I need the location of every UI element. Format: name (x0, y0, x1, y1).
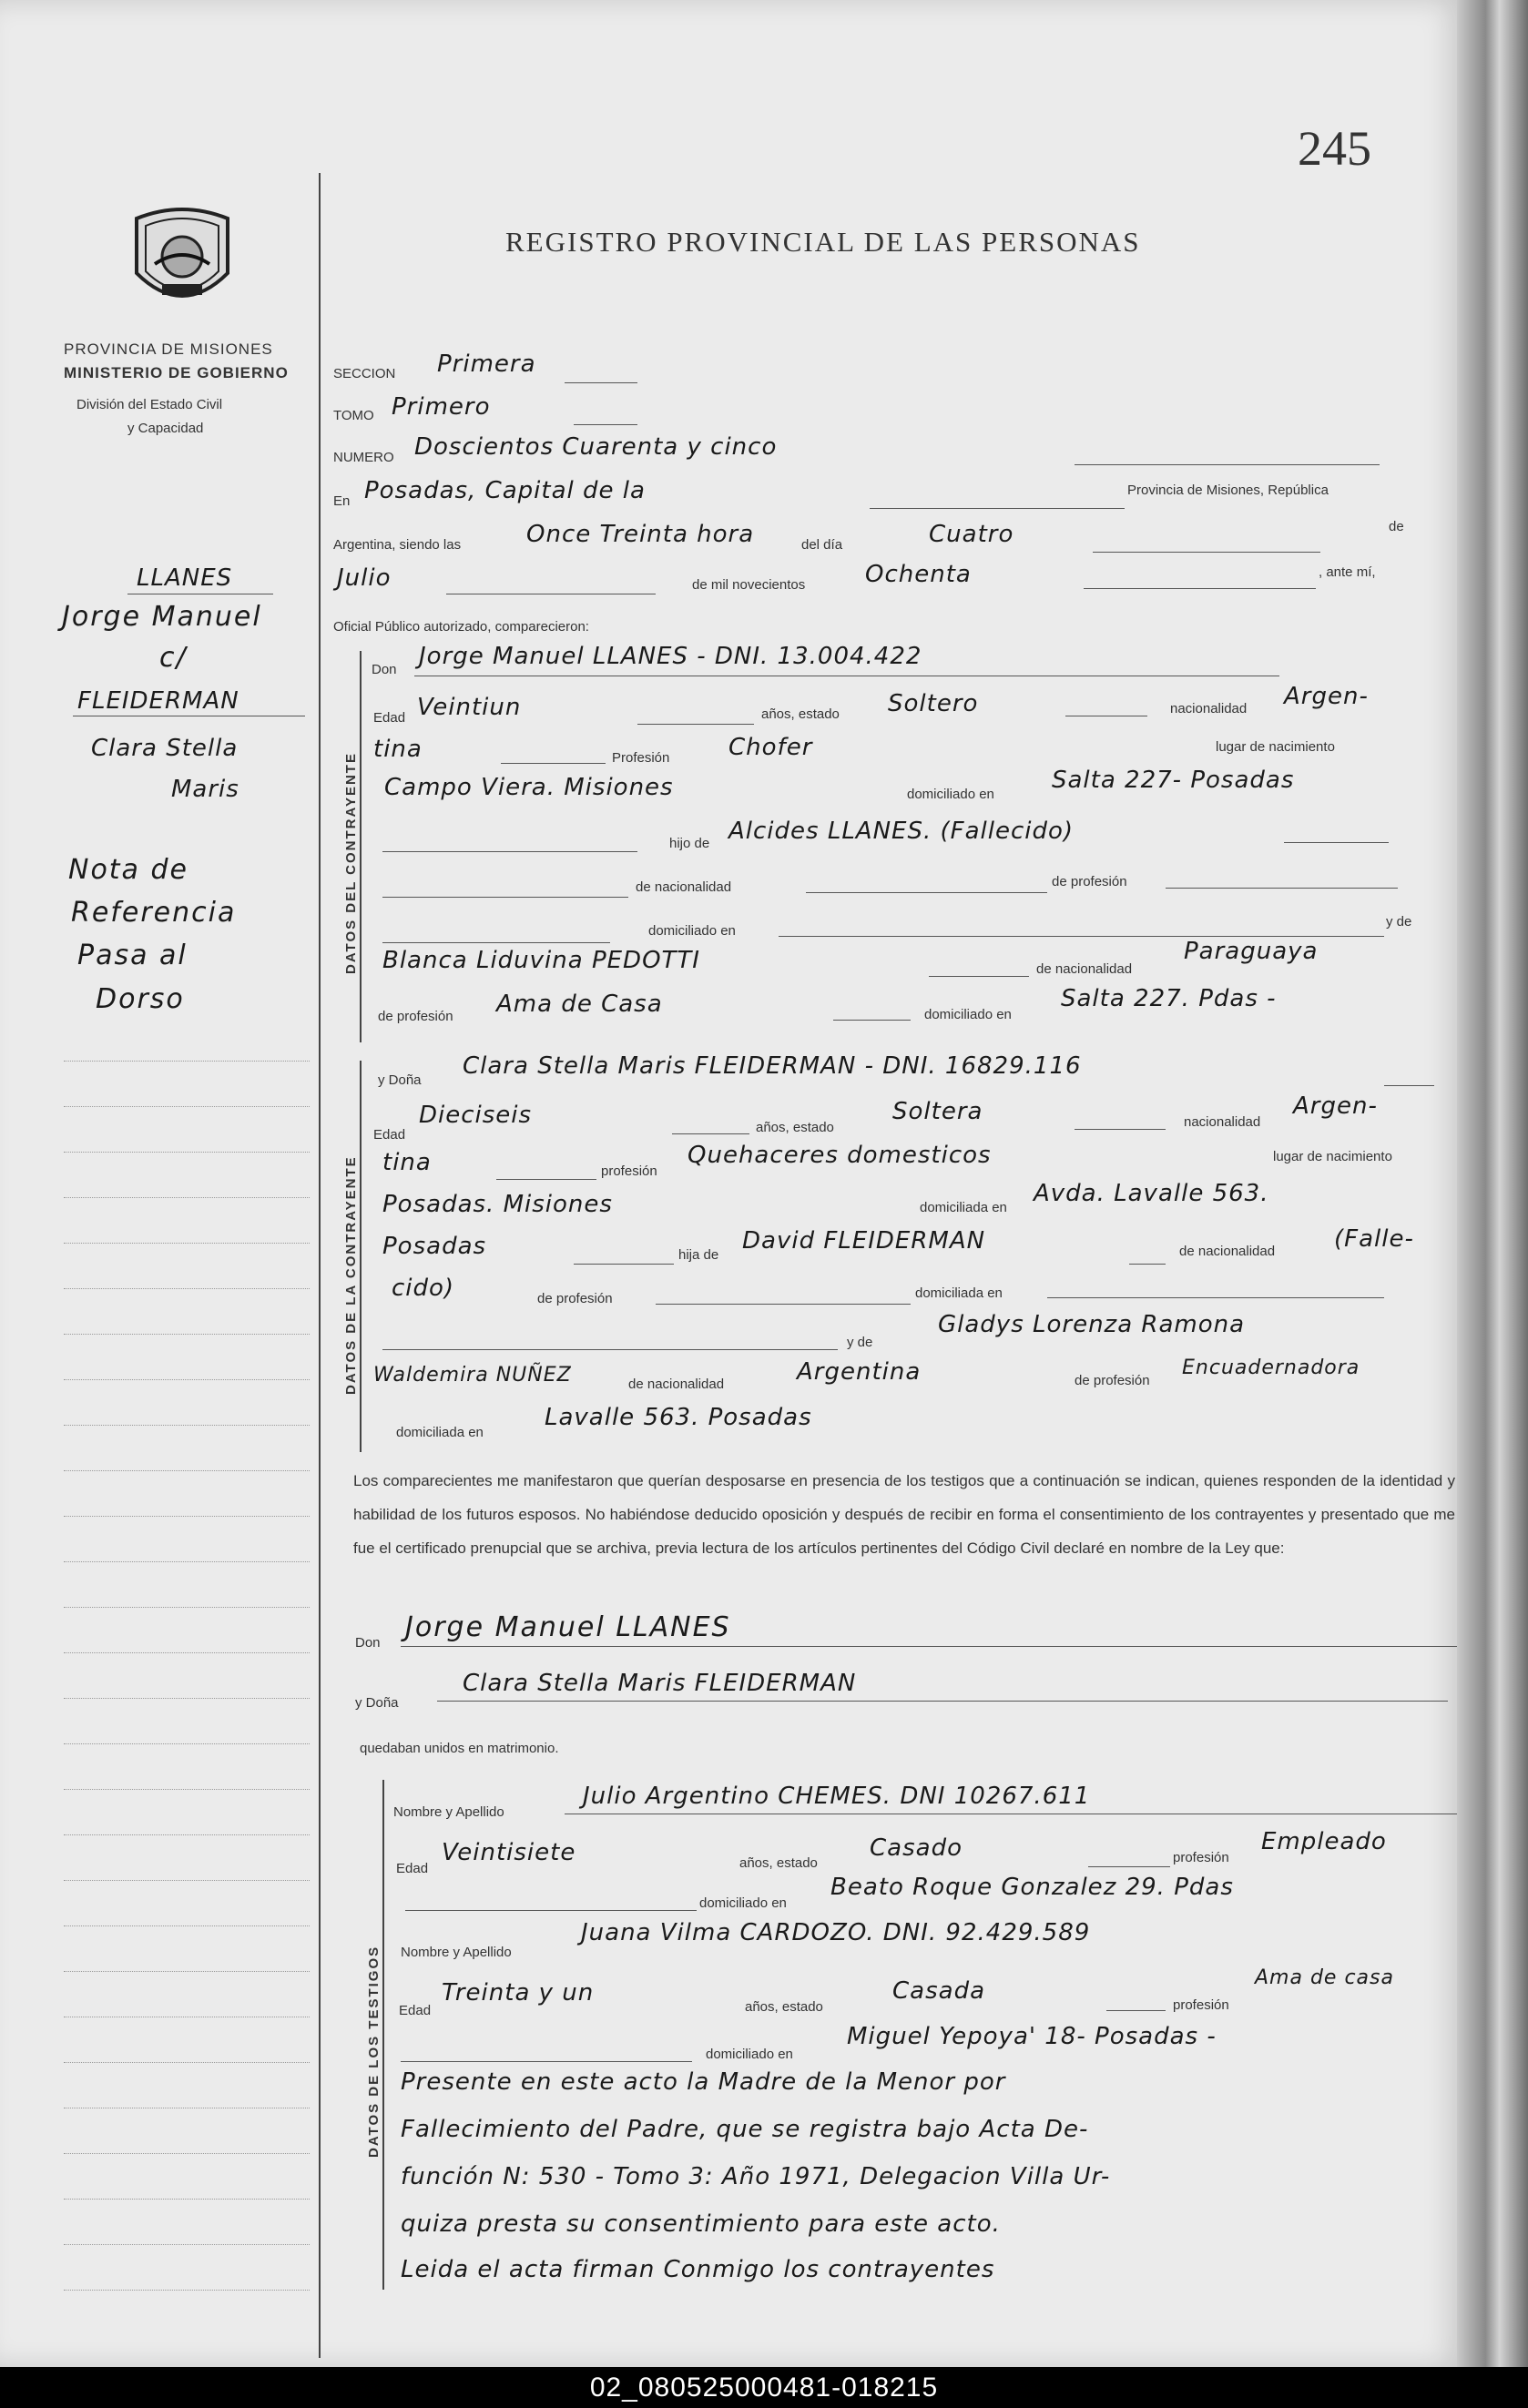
provincial-seal-icon (127, 200, 237, 319)
observation-line-4: quiza presta su consentimiento para este acto. (401, 2210, 1001, 2238)
label-y-de-1: y de (1386, 914, 1412, 930)
org-line-4: y Capacidad (127, 421, 204, 436)
field-dona-padre-nac: (Falle- (1334, 1225, 1414, 1253)
label-edad-2: Edad (373, 1127, 406, 1143)
field-decl-dona: Clara Stella Maris FLEIDERMAN (463, 1670, 857, 1697)
field-don-nac-2: tina (373, 736, 423, 763)
field-dona-madre: Gladys Lorenza Ramona (938, 1311, 1246, 1338)
field-t1-edad: Veintisiete (442, 1839, 576, 1866)
field-don-madre: Blanca Liduvina PEDOTTI (382, 947, 700, 974)
label-de-nac-1: de nacionalidad (636, 879, 732, 895)
field-dona-nac: Argen- (1293, 1092, 1378, 1120)
label-profesion-2: profesión (601, 1163, 657, 1179)
scan-id: 02_080525000481-018215 (0, 2367, 1528, 2408)
margin-conj: c/ (159, 642, 188, 674)
label-provincia: Provincia de Misiones, República (1127, 483, 1329, 498)
label-del-dia: del día (801, 537, 843, 553)
margin-note-1: Nota de (68, 854, 188, 886)
label-de-nac-3: de nacionalidad (1179, 1244, 1276, 1259)
label-domiciliado-2: domiciliado en (648, 923, 736, 939)
side-label-testigos: DATOS DE LOS TESTIGOS (366, 1945, 382, 2158)
field-t1-nombre: Julio Argentino CHEMES. DNI 10267.611 (583, 1783, 1091, 1810)
field-t1-estado: Casado (870, 1834, 963, 1862)
field-dona: Clara Stella Maris FLEIDERMAN - DNI. 16829.116 (463, 1052, 1082, 1080)
label-argentina-siendo: Argentina, siendo las (333, 537, 462, 553)
label-ante-mi: , ante mí, (1319, 564, 1376, 580)
label-de-prof-2: de profesión (378, 1009, 453, 1024)
label-de-prof-3: de profesión (537, 1291, 613, 1306)
label-domiciliada-3: domiciliada en (396, 1425, 484, 1440)
field-anio: Ochenta (865, 561, 972, 588)
label-profesion-1: Profesión (612, 750, 670, 766)
field-dona-estado: Soltera (892, 1098, 983, 1125)
label-nacionalidad-1: nacionalidad (1170, 701, 1248, 716)
label-quedaban: quedaban unidos en matrimonio. (360, 1741, 559, 1756)
label-numero: NUMERO (333, 450, 394, 465)
label-y-dona: y Doña (378, 1072, 422, 1088)
label-de-1: de (1389, 519, 1404, 534)
field-don-madre-prof: Ama de Casa (496, 991, 663, 1018)
contrayenta-bracket (360, 1061, 362, 1452)
label-nacionalidad-2: nacionalidad (1184, 1114, 1261, 1130)
label-t1-estado: años, estado (739, 1855, 818, 1871)
label-y-de-2: y de (847, 1335, 873, 1350)
field-don-madre-dom: Salta 227. Pdas - (1061, 985, 1277, 1012)
observation-line-5: Leida el acta firman Conmigo los contrayentes (401, 2256, 995, 2283)
page-number: 245 (1298, 121, 1371, 176)
label-de-prof-1: de profesión (1052, 874, 1127, 889)
label-t1-edad: Edad (396, 1861, 429, 1876)
field-hora: Once Treinta hora (526, 521, 755, 548)
margin-surname: LLANES (137, 564, 233, 592)
field-dona-dom: Avda. Lavalle 563. (1034, 1180, 1269, 1207)
label-seccion: SECCION (333, 366, 396, 381)
testigos-bracket (382, 1780, 384, 2290)
margin-name: Jorge Manuel (62, 601, 262, 633)
field-don-estado: Soltero (888, 690, 979, 717)
label-oficial: Oficial Público autorizado, comparecieron: (333, 619, 589, 635)
contrayente-bracket (360, 651, 362, 1042)
label-decl-don: Don (355, 1635, 381, 1651)
label-hija-de: hija de (678, 1247, 719, 1263)
field-dia: Cuatro (929, 521, 1014, 548)
field-don-prof: Chofer (728, 734, 813, 761)
label-t2-edad: Edad (399, 2003, 432, 2018)
label-t1-nombre: Nombre y Apellido (393, 1804, 504, 1820)
label-t2-nombre: Nombre y Apellido (401, 1945, 512, 1960)
label-tomo: TOMO (333, 408, 374, 423)
field-don: Jorge Manuel LLANES - DNI. 13.004.422 (419, 643, 922, 670)
field-dona-madre-prof: Encuadernadora (1182, 1356, 1360, 1379)
page-title: REGISTRO PROVINCIAL DE LAS PERSONAS (505, 226, 1141, 258)
side-label-contrayenta: DATOS DE LA CONTRAYENTE (343, 1155, 359, 1395)
field-dona-madre-dom: Lavalle 563. Posadas (545, 1404, 812, 1431)
label-decl-dona: y Doña (355, 1695, 399, 1711)
label-anos-estado-2: años, estado (756, 1120, 834, 1135)
org-line-3: División del Estado Civil (76, 397, 223, 412)
label-en: En (333, 493, 351, 509)
field-dona-lugar: Posadas. Misiones (382, 1191, 613, 1218)
label-lugar-nac-1: lugar de nacimiento (1216, 739, 1335, 755)
margin-name2b: Maris (171, 776, 239, 803)
field-don-nac: Argen- (1284, 683, 1369, 710)
field-decl-don: Jorge Manuel LLANES (405, 1611, 731, 1643)
field-t2-prof: Ama de casa (1255, 1966, 1394, 1989)
field-dona-nac-2: tina (382, 1149, 432, 1176)
label-de-nac-4: de nacionalidad (628, 1377, 725, 1392)
margin-surname2: FLEIDERMAN (77, 687, 239, 715)
label-edad-1: Edad (373, 710, 406, 726)
field-don-hijo: Alcides LLANES. (Fallecido) (728, 818, 1075, 845)
declaration-paragraph: Los comparecientes me manifestaron que querían desposarse en presencia de los testigos que a continuación se indican, quienes responden de la identidad y habilidad de los futuros esposos. No habiéndose deducido oposición y después de recibir en forma el consentimiento de los contrayentes y presentado que me fue el certificado prenupcial que se archiva, previa lectura de los artículos pertinentes del Código Civil declaré en nombre de la Ley que: (353, 1472, 1455, 1557)
field-numero: Doscientos Cuarenta y cinco (414, 433, 778, 461)
observation-line-2: Fallecimiento del Padre, que se registra bajo Acta De- (401, 2116, 1089, 2143)
label-t2-estado: años, estado (745, 1999, 823, 2015)
label-t2-dom: domiciliado en (706, 2047, 793, 2062)
field-t2-dom: Miguel Yepoya' 18- Posadas - (847, 2023, 1217, 2050)
label-anos-estado-1: años, estado (761, 706, 840, 722)
label-domiciliado-3: domiciliado en (924, 1007, 1012, 1022)
field-dona-edad: Dieciseis (419, 1102, 533, 1129)
side-label-contrayente: DATOS DEL CONTRAYENTE (343, 752, 359, 974)
label-domiciliada-1: domiciliada en (920, 1200, 1007, 1215)
margin-name2: Clara Stella (91, 735, 239, 762)
observation-line-1: Presente en este acto la Madre de la Menor por (401, 2068, 1006, 2096)
field-t1-dom: Beato Roque Gonzalez 29. Pdas (830, 1874, 1234, 1901)
field-dona-madre-2: Waldemira NUÑEZ (373, 1364, 572, 1387)
org-line-1: PROVINCIA DE MISIONES (64, 340, 273, 358)
label-hijo-de: hijo de (669, 836, 710, 851)
field-dona-padre-nac-2: cido) (392, 1275, 455, 1302)
org-line-2: MINISTERIO DE GOBIERNO (64, 364, 289, 381)
field-t2-estado: Casada (892, 1977, 986, 2005)
label-t2-prof: profesión (1173, 1997, 1229, 2013)
field-t2-edad: Treinta y un (442, 1979, 595, 2007)
observation-line-3: función N: 530 - Tomo 3: Año 1971, Delegacion Villa Ur- (401, 2163, 1111, 2190)
field-don-edad: Veintiun (417, 694, 522, 721)
field-mes: Julio (337, 564, 392, 592)
field-seccion: Primera (437, 351, 536, 378)
field-en: Posadas, Capital de la (364, 477, 646, 504)
label-domiciliado-1: domiciliado en (907, 787, 994, 802)
label-t1-prof: profesión (1173, 1850, 1229, 1865)
margin-note-2: Referencia (71, 897, 237, 929)
field-don-dom: Salta 227- Posadas (1052, 767, 1295, 794)
field-dona-dom-2: Posadas (382, 1233, 487, 1260)
field-t2-nombre: Juana Vilma CARDOZO. DNI. 92.429.589 (581, 1919, 1091, 1946)
field-don-madre-nac: Paraguaya (1184, 938, 1319, 965)
label-de-nac-2: de nacionalidad (1036, 961, 1133, 977)
page-edge (1457, 0, 1528, 2367)
field-don-lugar: Campo Viera. Misiones (384, 774, 674, 801)
label-t1-dom: domiciliado en (699, 1895, 787, 1911)
label-de-mil: de mil novecientos (692, 577, 806, 593)
margin-rule (319, 173, 321, 2358)
field-dona-madre-nac: Argentina (797, 1358, 922, 1386)
label-don: Don (372, 662, 397, 677)
label-lugar-nac-2: lugar de nacimiento (1273, 1149, 1392, 1164)
label-domiciliada-2: domiciliada en (915, 1285, 1003, 1301)
field-tomo: Primero (392, 393, 491, 421)
field-t1-prof: Empleado (1261, 1828, 1387, 1855)
label-de-prof-4: de profesión (1075, 1373, 1150, 1388)
field-dona-prof: Quehaceres domesticos (688, 1142, 992, 1169)
field-dona-padre: David FLEIDERMAN (742, 1227, 986, 1255)
margin-note-4: Dorso (96, 983, 185, 1015)
margin-note-3: Pasa al (77, 940, 188, 971)
